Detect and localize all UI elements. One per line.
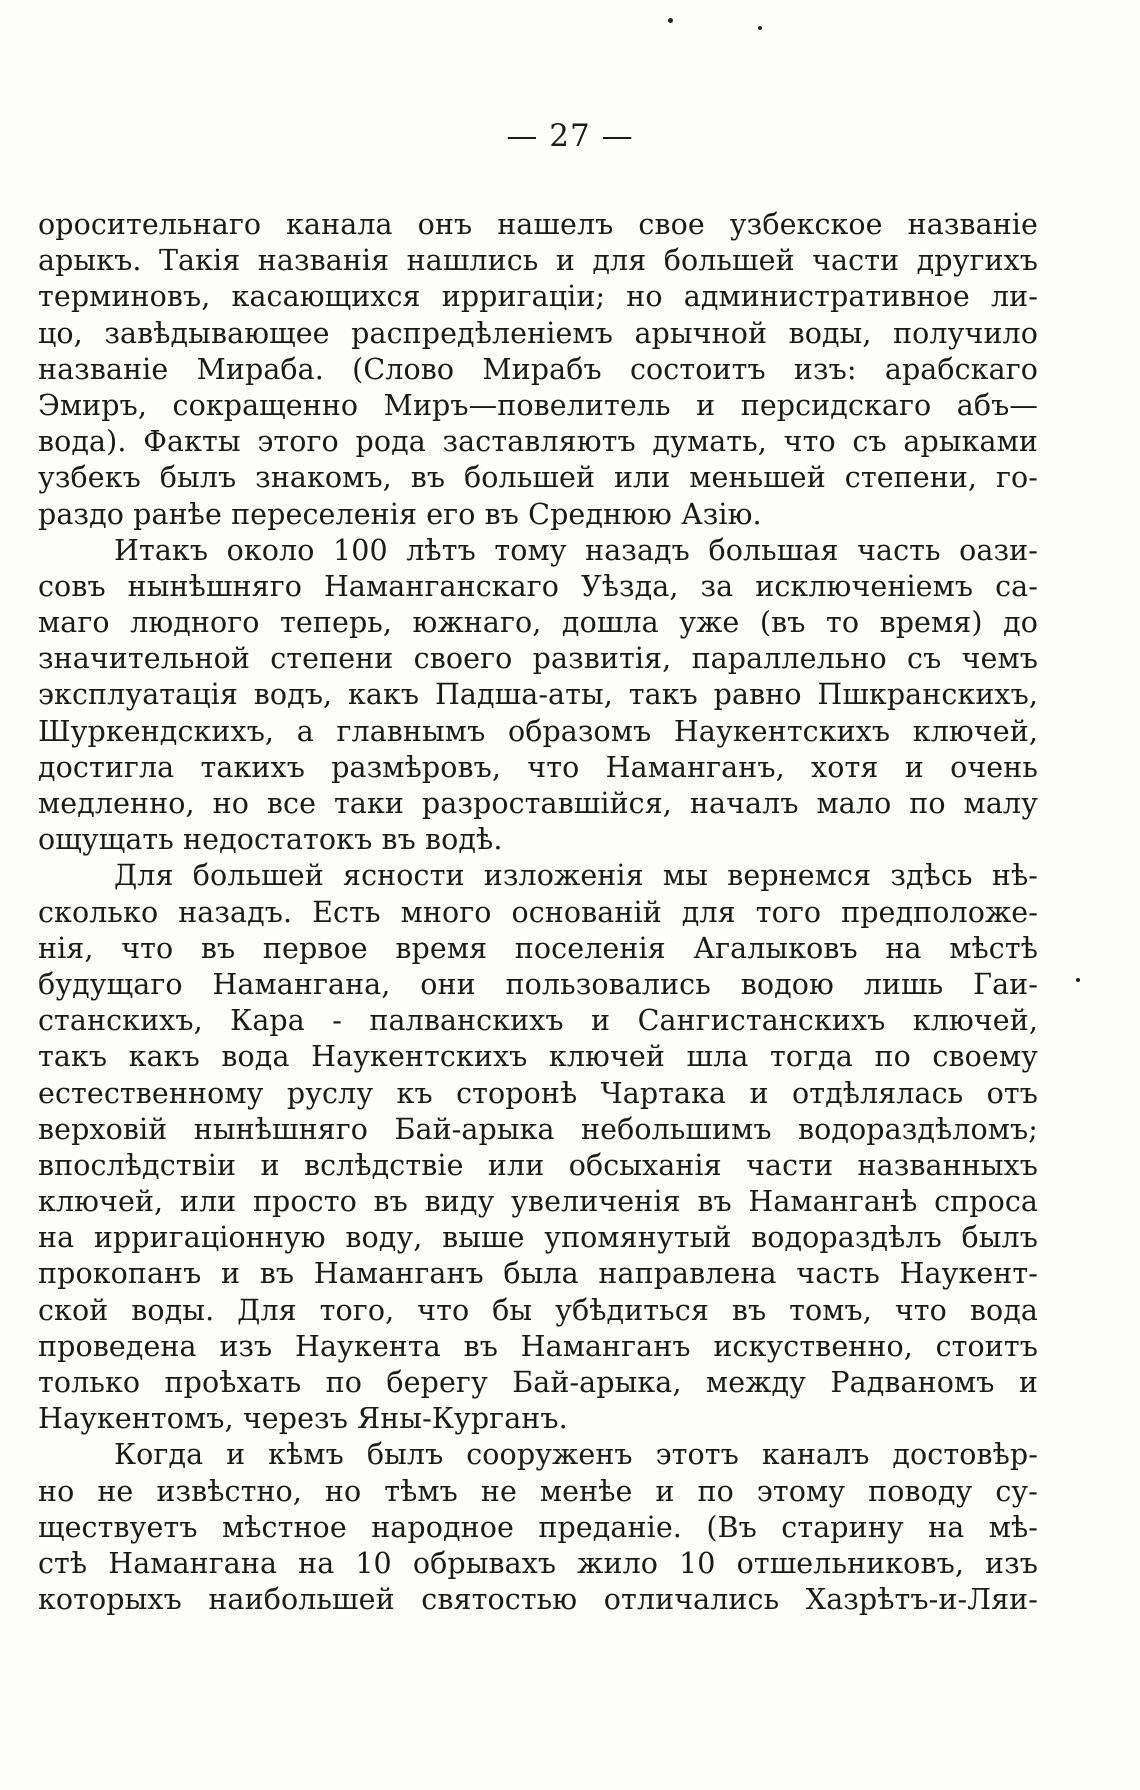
text-line: будущаго Намангана, они пользовались водою лишь Гаи- <box>38 967 1038 1001</box>
text-line: ществуетъ мѣстное народное преданіе. (Въ старину на мѣ- <box>38 1510 1038 1544</box>
text-line: сколько назадъ. Есть много основаній для того предположе- <box>38 895 1038 929</box>
text-line: Эмиръ, сокращенно Миръ—повелитель и персидскаго абъ— <box>38 388 1038 422</box>
text-line: которыхъ наибольшей святостью отличались Хазрѣтъ-и-Ляи- <box>38 1583 1038 1617</box>
text-line: такъ какъ вода Наукентскихъ ключей шла тогда по своему <box>38 1040 1038 1074</box>
text-line: ской воды. Для того, что бы убѣдиться въ томъ, что вода <box>38 1293 1038 1327</box>
text-line: достигла такихъ размѣровъ, что Наманганъ, хотя и очень <box>38 750 1038 784</box>
text-line: нія, что въ первое время поселенія Агалыковъ на мѣстѣ <box>38 931 1038 965</box>
text-line: оросительнаго канала онъ нашелъ свое узбекское названіе <box>38 208 1038 241</box>
paragraph-start-line: Для большей ясности изложенія мы вернемся здѣсь нѣ- <box>114 859 1038 893</box>
text-line: на ирригаціонную воду, выше упомянутый водораздѣлъ былъ <box>38 1221 1038 1255</box>
text-line: станскихъ, Кара - палванскихъ и Сангистанскихъ ключей, <box>38 1004 1038 1038</box>
text-line: ключей, или просто въ виду увеличенія въ Наманганѣ спроса <box>38 1185 1038 1219</box>
text-line: проведена изъ Наукента въ Наманганъ искуственно, стоитъ <box>38 1329 1038 1363</box>
print-speck <box>758 26 762 30</box>
text-line: раздо ранѣе переселенія его въ Среднюю Азію. <box>38 497 762 531</box>
paragraph-start-line: Итакъ около 100 лѣтъ тому назадъ большая часть оази- <box>114 533 1038 567</box>
text-line: прокопанъ и въ Наманганъ была направлена часть Наукент- <box>38 1257 1038 1291</box>
print-speck <box>668 18 673 23</box>
text-line: названіе Мираба. (Слово Мирабъ состоитъ изъ: арабскаго <box>38 352 1038 386</box>
text-line: арыкъ. Такія названія нашлись и для большей части другихъ <box>38 244 1038 278</box>
text-line: терминовъ, касающихся ирригаціи; но административное ли- <box>38 280 1038 314</box>
print-speck <box>1076 978 1080 982</box>
text-line: только проѣхать по берегу Бай-арыка, между Радваномъ и <box>38 1366 1038 1399</box>
text-line: маго людного теперь, южнаго, дошла уже (въ то время) до <box>38 606 1038 640</box>
text-line: цо, завѣдывающее распредѣленіемъ арычной воды, получило <box>38 316 1038 350</box>
text-line: но не извѣстно, но тѣмъ не менѣе и по этому поводу су- <box>38 1474 1038 1508</box>
text-line: вода). Факты этого рода заставляютъ думать, что съ арыками <box>38 425 1038 459</box>
page-number: — 27 — <box>506 118 634 154</box>
text-line: верховій нынѣшняго Бай-арыка небольшимъ водораздѣломъ; <box>38 1112 1038 1146</box>
text-line: ощущать недостатокъ въ водѣ. <box>38 823 503 857</box>
text-line: впослѣдствіи и вслѣдствіе или обсыханія части названныхъ <box>38 1148 1038 1182</box>
text-line: эксплуатація водъ, какъ Падша-аты, такъ равно Пшкранскихъ, <box>38 678 1038 712</box>
text-line: медленно, но все таки разроставшійся, началъ мало по малу <box>38 787 1038 820</box>
text-line: стѣ Намангана на 10 обрывахъ жило 10 отшельниковъ, изъ <box>38 1546 1038 1580</box>
text-line: значительной степени своего развитія, параллельно съ чемъ <box>38 642 1038 676</box>
text-line: Наукентомъ, черезъ Яны-Курганъ. <box>38 1402 568 1436</box>
text-line: узбекъ былъ знакомъ, въ большей или меньшей степени, го- <box>38 461 1038 495</box>
text-line: Шуркендскихъ, а главнымъ образомъ Наукентскихъ ключей, <box>38 714 1038 748</box>
body-text <box>38 207 1038 1618</box>
text-line: естественному руслу къ сторонѣ Чартака и отдѣлялась отъ <box>38 1076 1038 1110</box>
paragraph-start-line: Когда и кѣмъ былъ сооруженъ этотъ каналъ достовѣр- <box>114 1438 1038 1472</box>
text-line: совъ нынѣшняго Наманганскаго Уѣзда, за исключеніемъ са- <box>38 569 1038 603</box>
